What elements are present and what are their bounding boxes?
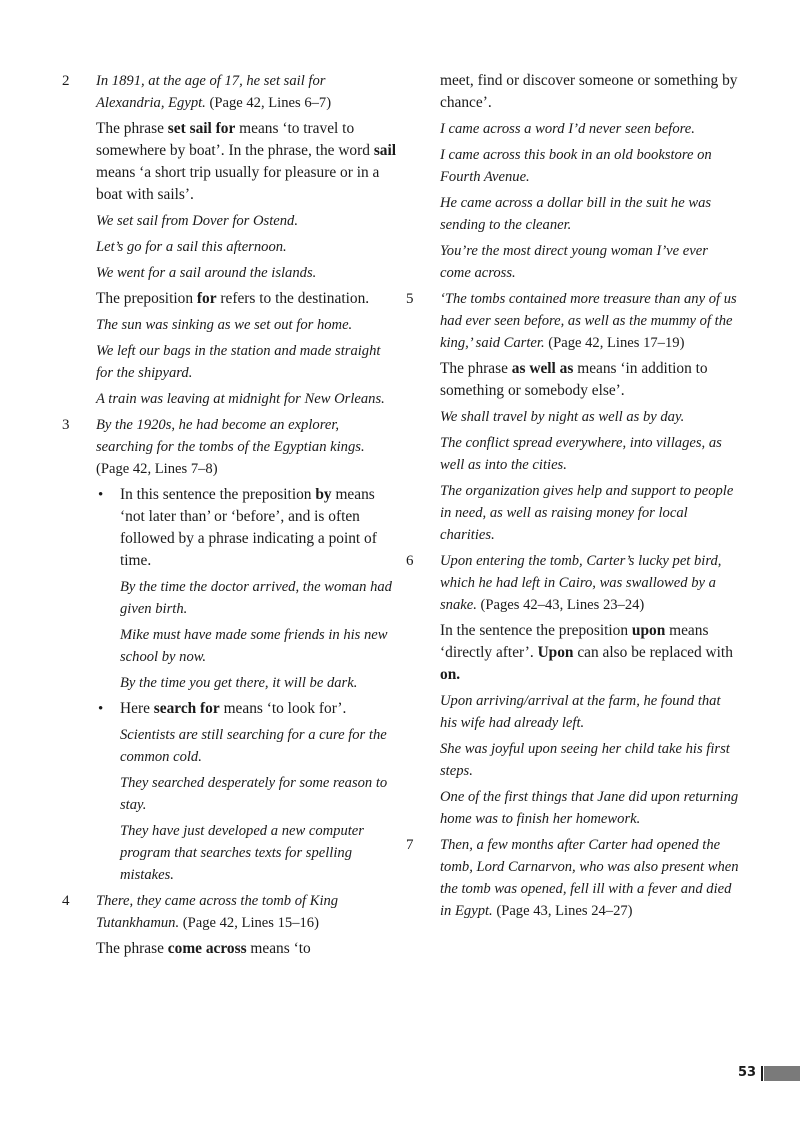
example-sentence: We set sail from Dover for Ostend. [96, 213, 299, 229]
entry-7 [406, 834, 740, 922]
right-column [406, 70, 740, 926]
quoted-sentence: By the 1920s, he had become an explorer, searching for the tombs of the Egyptian kings. (Page 42, Lines 7–8) [96, 417, 365, 477]
example-sentence: You’re the most direct young woman I’ve ever come across. [440, 243, 708, 281]
page-reference: (Pages 42–43, Lines 23–24) [476, 597, 645, 613]
entry-number: 7 [406, 837, 414, 853]
example-sentence: We left our bags in the station and made straight for the shipyard. [96, 343, 381, 381]
entry-4-continued [406, 70, 740, 284]
bullet-icon: • [98, 487, 104, 503]
entry-6 [406, 550, 740, 830]
explanation: The phrase set sail for means ‘to travel to somewhere by boat’. In the phrase, the word sail means ‘a short trip usually for pleasure or in a boat with sails’. [96, 120, 397, 203]
explanation: The phrase come across means ‘to [96, 940, 311, 957]
example-sentence: A train was leaving at midnight for New Orleans. [96, 391, 385, 407]
explanation: Here search for means ‘to look for’. [120, 700, 347, 717]
entry-4 [62, 890, 397, 960]
entry-number: 6 [406, 553, 414, 569]
entry-3 [62, 414, 397, 886]
example-sentence: By the time the doctor arrived, the woman had given birth. [120, 579, 392, 617]
bullet-item [96, 698, 397, 886]
bullet-item [96, 484, 397, 694]
page-number: 53 [738, 1065, 757, 1080]
example-sentence: I came across this book in an old bookstore on Fourth Avenue. [440, 147, 712, 185]
example-sentence: Let’s go for a sail this afternoon. [96, 239, 287, 255]
example-sentence: He came across a dollar bill in the suit he was sending to the cleaner. [440, 195, 712, 233]
example-sentence: The organization gives help and support to people in need, as well as raising money for local charities. [440, 483, 734, 543]
page-number-divider [761, 1066, 763, 1081]
entry-2 [62, 70, 397, 410]
example-sentence: We went for a sail around the islands. [96, 265, 317, 281]
quoted-sentence: Then, a few months after Carter had opened the tomb, Lord Carnarvon, who was also present when the tomb was opened, fell ill with a fever and died in Egypt. (Page 43, Lines 24–27) [440, 837, 739, 919]
explanation: meet, find or discover someone or something by chance’. [440, 72, 738, 111]
quoted-sentence: ‘The tombs contained more treasure than any of us had ever seen before, as well as the mummy of the king,’ said Carter. (Page 42, Lines 17–19) [440, 291, 737, 351]
page-reference: (Page 43, Lines 24–27) [492, 903, 633, 919]
example-sentence: The conflict spread everywhere, into villages, as well as into the cities. [440, 435, 722, 473]
bullet-icon: • [98, 701, 104, 717]
page-reference: (Page 42, Lines 6–7) [205, 95, 332, 111]
explanation: In this sentence the preposition by means ‘not later than’ or ‘before’, and is often followed by a phrase indicating a point of time. [120, 486, 377, 569]
entry-number: 4 [62, 893, 70, 909]
left-column [62, 70, 397, 964]
explanation: The preposition for refers to the destination. [96, 290, 370, 307]
example-sentence: We shall travel by night as well as by day. [440, 409, 685, 425]
page-reference: (Page 42, Lines 17–19) [544, 335, 685, 351]
example-sentence: Mike must have made some friends in his new school by now. [120, 627, 388, 665]
example-sentence: One of the first things that Jane did upon returning home was to finish her homework. [440, 789, 739, 827]
example-sentence: By the time you get there, it will be dark. [120, 675, 358, 691]
entry-number: 5 [406, 291, 414, 307]
quoted-sentence: In 1891, at the age of 17, he set sail for Alexandria, Egypt. (Page 42, Lines 6–7) [96, 73, 332, 111]
entry-number: 2 [62, 73, 70, 89]
example-sentence: They searched desperately for some reason to stay. [120, 775, 388, 813]
explanation: The phrase as well as means ‘in addition to something or somebody else’. [440, 360, 708, 399]
example-sentence: They have just developed a new computer program that searches texts for spelling mistakes. [120, 823, 364, 883]
page-reference: (Page 42, Lines 15–16) [179, 915, 319, 931]
page-reference: (Page 42, Lines 7–8) [96, 461, 218, 477]
example-sentence: Upon arriving/arrival at the farm, he found that his wife had already left. [440, 693, 721, 731]
example-sentence: She was joyful upon seeing her child take his first steps. [440, 741, 730, 779]
page-tab-bar [764, 1066, 800, 1081]
example-sentence: The sun was sinking as we set out for home. [96, 317, 353, 333]
quoted-sentence: Upon entering the tomb, Carter’s lucky pet bird, which he had left in Cairo, was swallowed by a snake. (Pages 42–43, Lines 23–24) [440, 553, 722, 613]
quoted-sentence: There, they came across the tomb of King Tutankhamun. (Page 42, Lines 15–16) [96, 893, 339, 931]
entry-number: 3 [62, 417, 70, 433]
example-sentence: I came across a word I’d never seen before. [440, 121, 695, 137]
explanation: In the sentence the preposition upon means ‘directly after’. Upon can also be replaced with on. [440, 622, 733, 683]
example-sentence: Scientists are still searching for a cure for the common cold. [120, 727, 387, 765]
entry-5 [406, 288, 740, 546]
